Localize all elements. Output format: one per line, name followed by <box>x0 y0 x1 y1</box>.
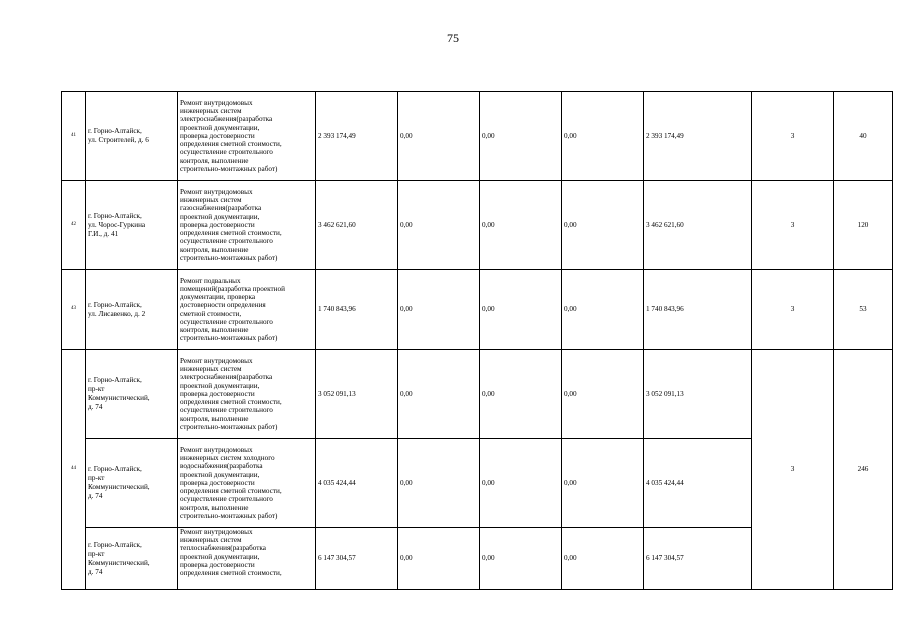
work-type-cell: Ремонт внутридомовых инженерных систем теплоснабжения(разработка проектной документации, проверка достоверности определения сметной стоимости, <box>178 528 316 590</box>
capital-repair-table <box>61 91 893 590</box>
value-cell: 0,00 <box>562 439 644 528</box>
address-cell: г. Горно-Алтайск, пр-кт Коммунистический, д. 74 <box>86 439 178 528</box>
value-cell: 0,00 <box>480 181 562 270</box>
value-cell: 0,00 <box>398 92 480 181</box>
value-cell: 53 <box>834 270 893 350</box>
value-cell: 6 147 304,57 <box>644 528 752 590</box>
value-cell: 3 052 091,13 <box>644 350 752 439</box>
total-cost-cell: 1 740 843,96 <box>316 270 398 350</box>
work-type-cell: Ремонт внутридомовых инженерных систем электроснабжения(разработка проектной документации, проверка достоверности определения сметной стоимости, осуществление строительного контроля, выполнение строительно-монтажных работ) <box>178 350 316 439</box>
value-cell: 0,00 <box>562 270 644 350</box>
row-number: 43 <box>62 270 86 350</box>
total-cost-cell: 4 035 424,44 <box>316 439 398 528</box>
value-cell: 0,00 <box>480 270 562 350</box>
value-cell: 0,00 <box>398 181 480 270</box>
value-cell: 40 <box>834 92 893 181</box>
work-type-cell: Ремонт внутридомовых инженерных систем холодного водоснабжения(разработка проектной документации, проверка достоверности определения сметной стоимости, осуществление строительного контроля, выполнение строительно-монтажных работ) <box>178 439 316 528</box>
address-cell: г. Горно-Алтайск, пр-кт Коммунистический, д. 74 <box>86 528 178 590</box>
value-cell: 0,00 <box>480 350 562 439</box>
work-type-cell: Ремонт внутридомовых инженерных систем газоснабжения(разработка проектной документации, проверка достоверности определения сметной стоимости, осуществление строительного контроля, выполнение строительно-монтажных работ) <box>178 181 316 270</box>
value-cell: 0,00 <box>480 439 562 528</box>
address-cell: г. Горно-Алтайск, ул. Лисавенко, д. 2 <box>86 270 178 350</box>
value-cell: 0,00 <box>398 270 480 350</box>
table-row <box>62 181 893 270</box>
page-number: 75 <box>447 31 459 45</box>
value-cell: 1 740 843,96 <box>644 270 752 350</box>
value-cell: 246 <box>834 350 893 590</box>
value-cell: 0,00 <box>480 92 562 181</box>
value-cell: 3 462 621,60 <box>644 181 752 270</box>
row-number: 44 <box>62 350 86 590</box>
row-number: 42 <box>62 181 86 270</box>
value-cell: 3 <box>752 270 834 350</box>
value-cell: 0,00 <box>562 181 644 270</box>
value-cell: 0,00 <box>398 528 480 590</box>
value-cell: 3 <box>752 350 834 590</box>
total-cost-cell: 3 052 091,13 <box>316 350 398 439</box>
work-type-cell: Ремонт подвальных помещений(разработка проектной документации, проверка достоверности определения сметной стоимости, осуществление строительного контроля, выполнение строительно-монтажных работ) <box>178 270 316 350</box>
value-cell: 2 393 174,49 <box>644 92 752 181</box>
value-cell: 0,00 <box>562 92 644 181</box>
value-cell: 0,00 <box>480 528 562 590</box>
value-cell: 4 035 424,44 <box>644 439 752 528</box>
value-cell: 0,00 <box>398 439 480 528</box>
address-cell: г. Горно-Алтайск, пр-кт Коммунистический, д. 74 <box>86 350 178 439</box>
value-cell: 0,00 <box>562 350 644 439</box>
total-cost-cell: 3 462 621,60 <box>316 181 398 270</box>
table-row <box>62 350 893 439</box>
address-cell: г. Горно-Алтайск, ул. Строителей, д. 6 <box>86 92 178 181</box>
work-type-cell: Ремонт внутридомовых инженерных систем электроснабжения(разработка проектной документации, проверка достоверности определения сметной стоимости, осуществление строительного контроля, выполнение строительно-монтажных работ) <box>178 92 316 181</box>
value-cell: 3 <box>752 92 834 181</box>
total-cost-cell: 2 393 174,49 <box>316 92 398 181</box>
value-cell: 0,00 <box>398 350 480 439</box>
total-cost-cell: 6 147 304,57 <box>316 528 398 590</box>
value-cell: 120 <box>834 181 893 270</box>
value-cell: 3 <box>752 181 834 270</box>
table-row <box>62 270 893 350</box>
value-cell: 0,00 <box>562 528 644 590</box>
address-cell: г. Горно-Алтайск, ул. Чорос-Гуркина Г.И., д. 41 <box>86 181 178 270</box>
row-number: 41 <box>62 92 86 181</box>
table-row <box>62 92 893 181</box>
